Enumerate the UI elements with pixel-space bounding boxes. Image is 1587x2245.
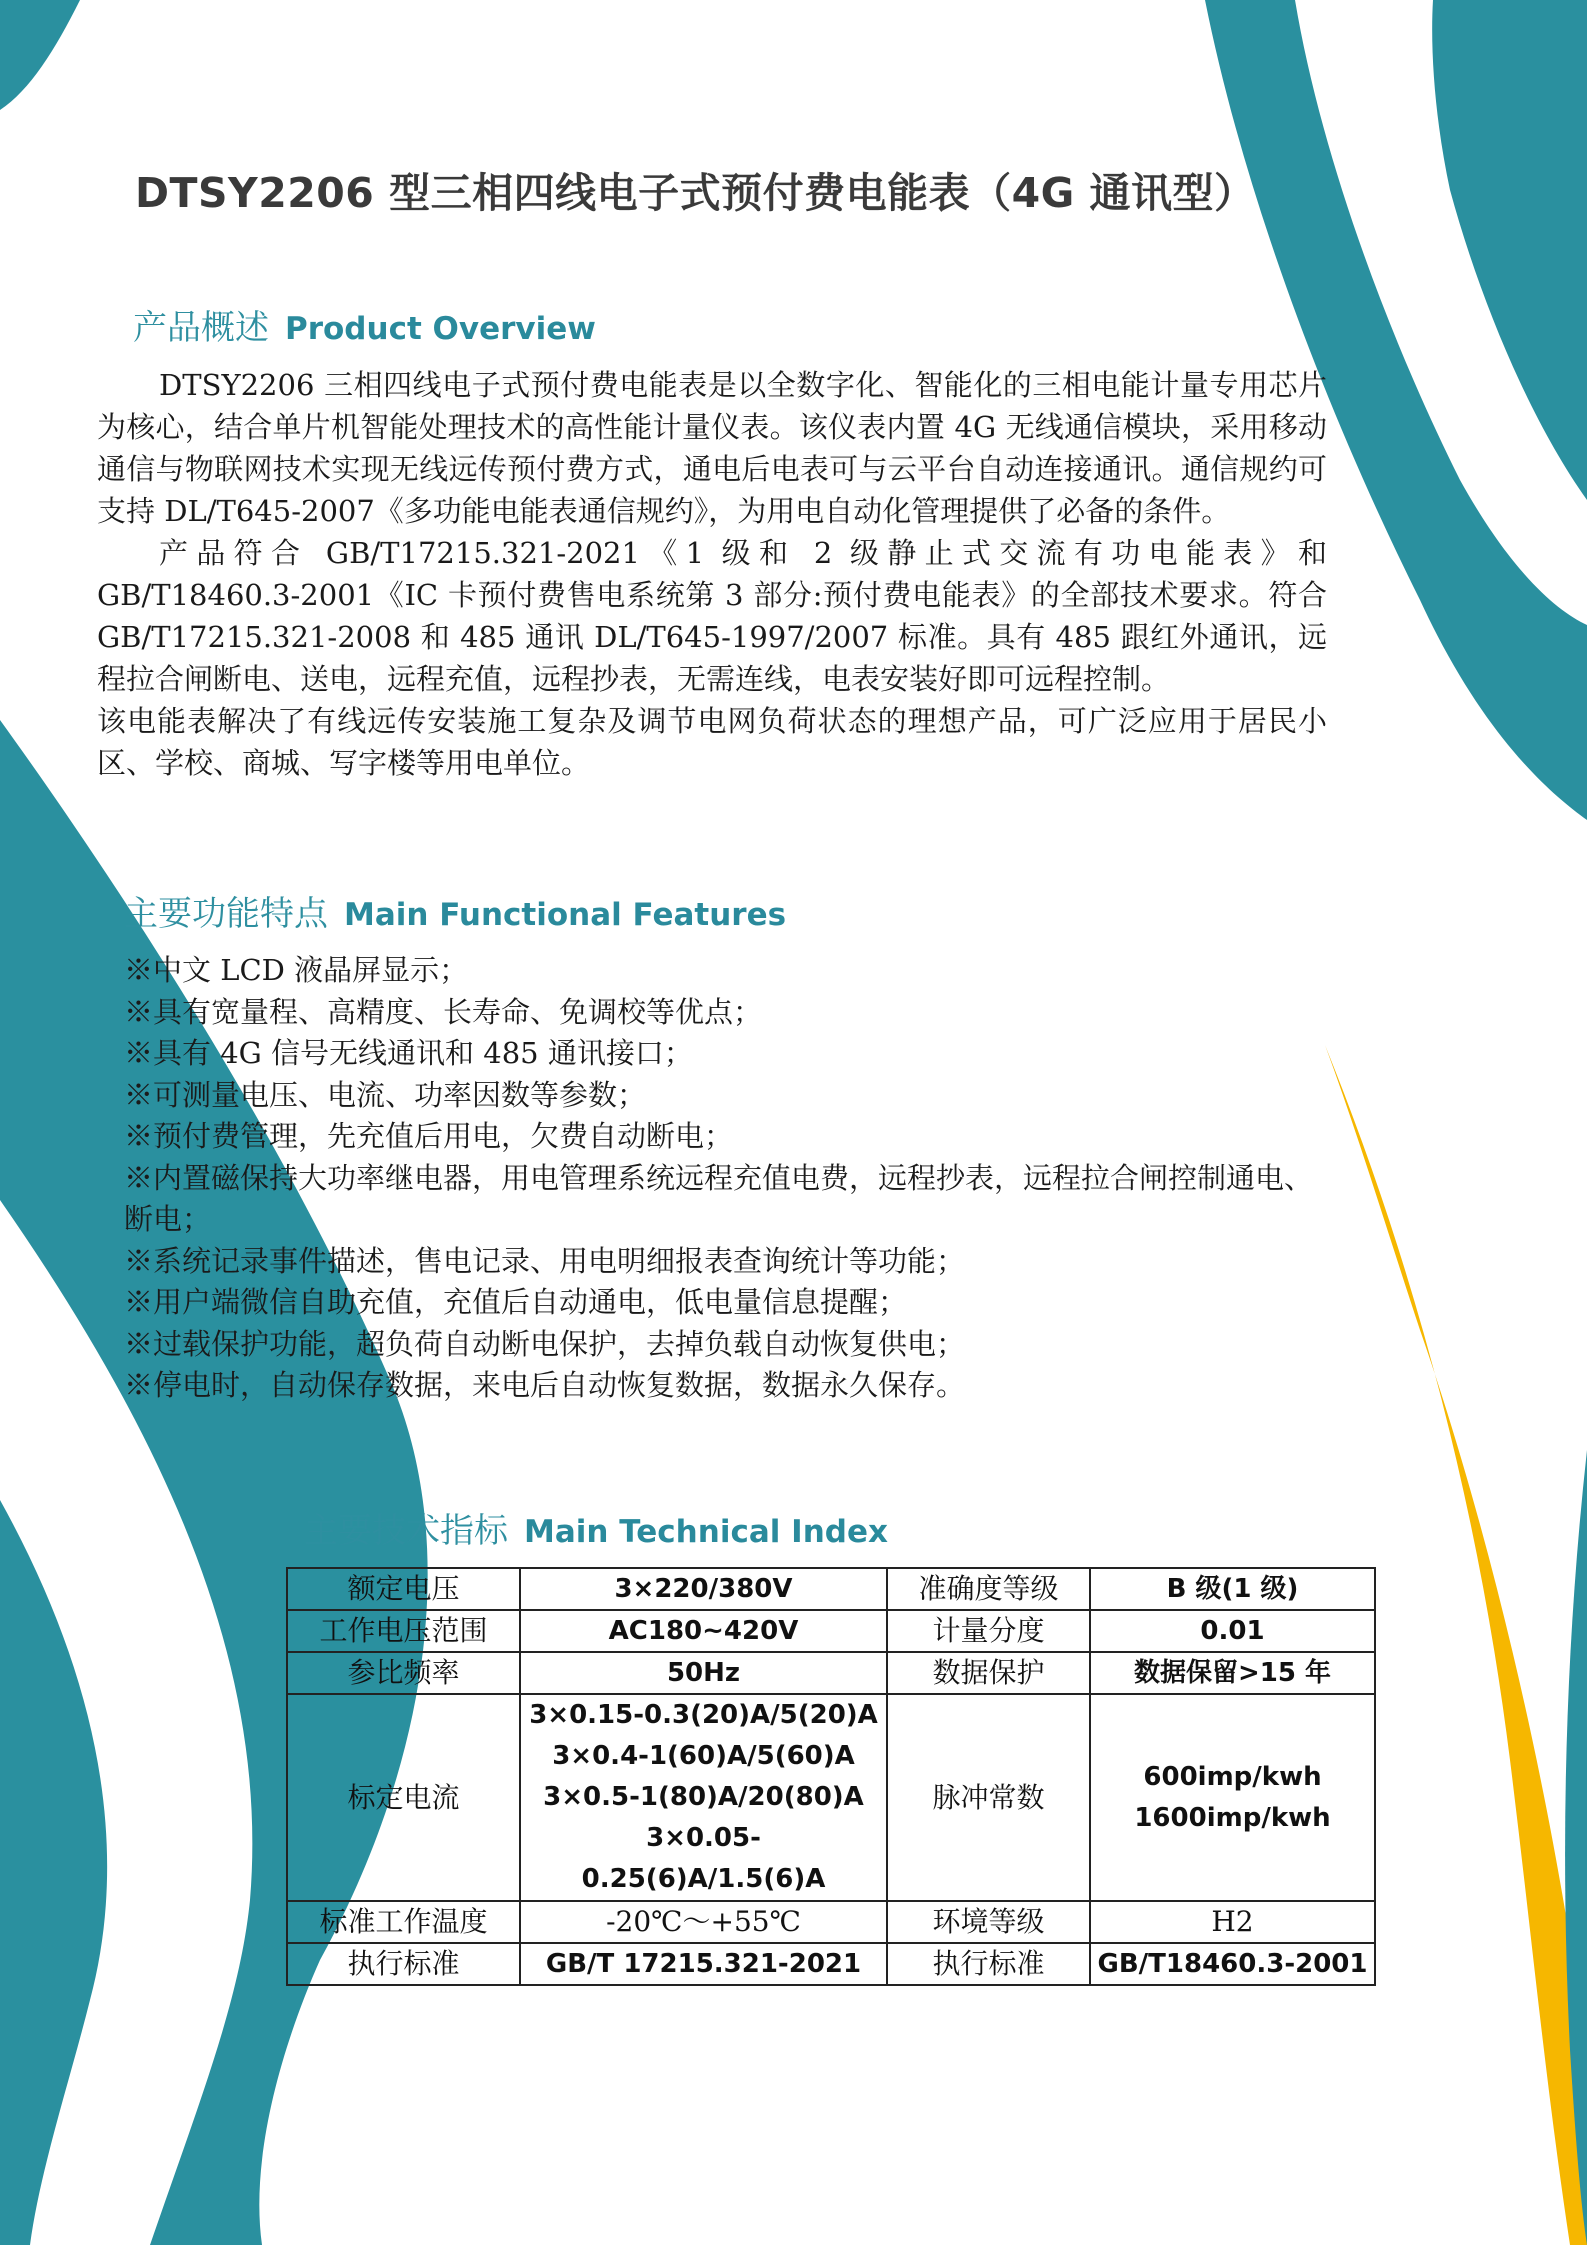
spec-value: 50Hz xyxy=(520,1652,887,1694)
feature-item: ※可测量电压、电流、功率因数等参数； xyxy=(124,1077,647,1112)
feature-item: ※预付费管理，先充值后用电，欠费自动断电； xyxy=(124,1119,734,1153)
spec-value-line: 3×0.05-0.25(6)A/1.5(6)A xyxy=(581,1823,826,1894)
overview-text xyxy=(97,364,1327,784)
overview-paragraph: 产品符合 GB/T17215.321-2021《1 级和 2 级静止式交流有功电能表》和 GB/T18460.3-2001《IC 卡预付费售电系统第 3 部分:预付费电能表》的全部技术要求。符合 GB/T17215.321-2008 和 485 通讯 DL/T645-1997/2007 标准。具有 485 跟红外通讯，远程拉合闸断电、送电，远程充值，远程抄表，无需连线，电表安装好即可远程控制。 xyxy=(97,536,1327,696)
specs-table xyxy=(286,1567,1376,1986)
table-row xyxy=(287,1694,1375,1901)
spec-value: B 级(1 级) xyxy=(1090,1568,1375,1610)
spec-value-line: 3×0.5-1(80)A/20(80)A xyxy=(543,1782,864,1812)
feature-item: ※用户端微信自助充值，充值后自动通电，低电量信息提醒； xyxy=(124,1285,908,1319)
spec-value: 3×220/380V xyxy=(520,1568,887,1610)
page-title: DTSY2206 型三相四线电子式预付费电能表（4G 通讯型） xyxy=(135,169,1256,217)
table-row xyxy=(287,1652,1375,1694)
spec-value-line: 3×0.4-1(60)A/5(60)A xyxy=(552,1741,855,1771)
feature-item: ※过载保护功能，超负荷自动断电保护，去掉负载自动恢复供电； xyxy=(124,1326,966,1361)
spec-label: 参比频率 xyxy=(287,1652,520,1694)
spec-value-line: 1600imp/kwh xyxy=(1134,1802,1331,1833)
overview-heading-en: Product Overview xyxy=(285,311,596,347)
spec-label: 标定电流 xyxy=(287,1694,520,1901)
spec-label: 标准工作温度 xyxy=(287,1901,520,1943)
features-heading-zh: 主要功能特点 xyxy=(124,894,328,934)
features-heading xyxy=(124,886,786,935)
specs-heading xyxy=(304,1503,888,1552)
spec-value-multiline xyxy=(520,1694,887,1901)
feature-item: ※中文 LCD 液晶屏显示； xyxy=(124,953,469,987)
table-row xyxy=(287,1901,1375,1943)
feature-item: ※停电时，自动保存数据，来电后自动恢复数据，数据永久保存。 xyxy=(124,1368,966,1402)
spec-label: 计量分度 xyxy=(887,1610,1090,1652)
overview-paragraph: DTSY2206 三相四线电子式预付费电能表是以全数字化、智能化的三相电能计量专用芯片为核心，结合单片机智能处理技术的高性能计量仪表。该仪表内置 4G 无线通信模块，采用移动通信与物联网技术实现无线远传预付费方式，通电后电表可与云平台自动连接通讯。通信规约可支持 DL/T645-2007《多功能电能表通信规约》，为用电自动化管理提供了必备的条件。 xyxy=(97,368,1327,528)
feature-item: ※系统记录事件描述，售电记录、用电明细报表查询统计等功能； xyxy=(124,1243,966,1278)
spec-label: 环境等级 xyxy=(887,1901,1090,1943)
spec-value: GB/T 17215.321-2021 xyxy=(520,1943,887,1985)
spec-label: 准确度等级 xyxy=(887,1568,1090,1610)
features-list xyxy=(124,950,1329,1407)
feature-item: ※具有 4G 信号无线通讯和 485 通讯接口； xyxy=(124,1036,693,1070)
spec-value: H2 xyxy=(1090,1901,1375,1943)
spec-label: 额定电压 xyxy=(287,1568,520,1610)
spec-value-line: 600imp/kwh xyxy=(1143,1761,1322,1792)
spec-label: 执行标准 xyxy=(887,1943,1090,1985)
overview-heading xyxy=(133,300,596,349)
feature-item: ※具有宽量程、高精度、长寿命、免调校等优点； xyxy=(124,994,763,1029)
spec-value: AC180~420V xyxy=(520,1610,887,1652)
spec-value: 数据保留>15 年 xyxy=(1090,1652,1375,1694)
overview-heading-zh: 产品概述 xyxy=(133,308,269,348)
spec-label: 执行标准 xyxy=(287,1943,520,1985)
overview-paragraph: 该电能表解决了有线远传安装施工复杂及调节电网负荷状态的理想产品，可广泛应用于居民小区、学校、商城、写字楼等用电单位。 xyxy=(97,704,1327,780)
spec-label: 脉冲常数 xyxy=(887,1694,1090,1901)
spec-value: -20℃～+55℃ xyxy=(520,1901,887,1943)
spec-label: 数据保护 xyxy=(887,1652,1090,1694)
features-heading-en: Main Functional Features xyxy=(344,897,787,933)
table-row xyxy=(287,1943,1375,1985)
spec-value-line: 3×0.15-0.3(20)A/5(20)A xyxy=(529,1700,878,1730)
specs-heading-en: Main Technical Index xyxy=(524,1514,888,1550)
table-row xyxy=(287,1610,1375,1652)
specs-heading-zh: 主要技术指标 xyxy=(304,1511,508,1551)
spec-value: 0.01 xyxy=(1090,1610,1375,1652)
spec-label: 工作电压范围 xyxy=(287,1610,520,1652)
spec-value: GB/T18460.3-2001 xyxy=(1090,1943,1375,1985)
feature-item: ※内置磁保持大功率继电器，用电管理系统远程充值电费，远程抄表，远程拉合闸控制通电、断电； xyxy=(124,1160,1314,1236)
spec-value-multiline xyxy=(1090,1694,1375,1901)
table-row xyxy=(287,1568,1375,1610)
